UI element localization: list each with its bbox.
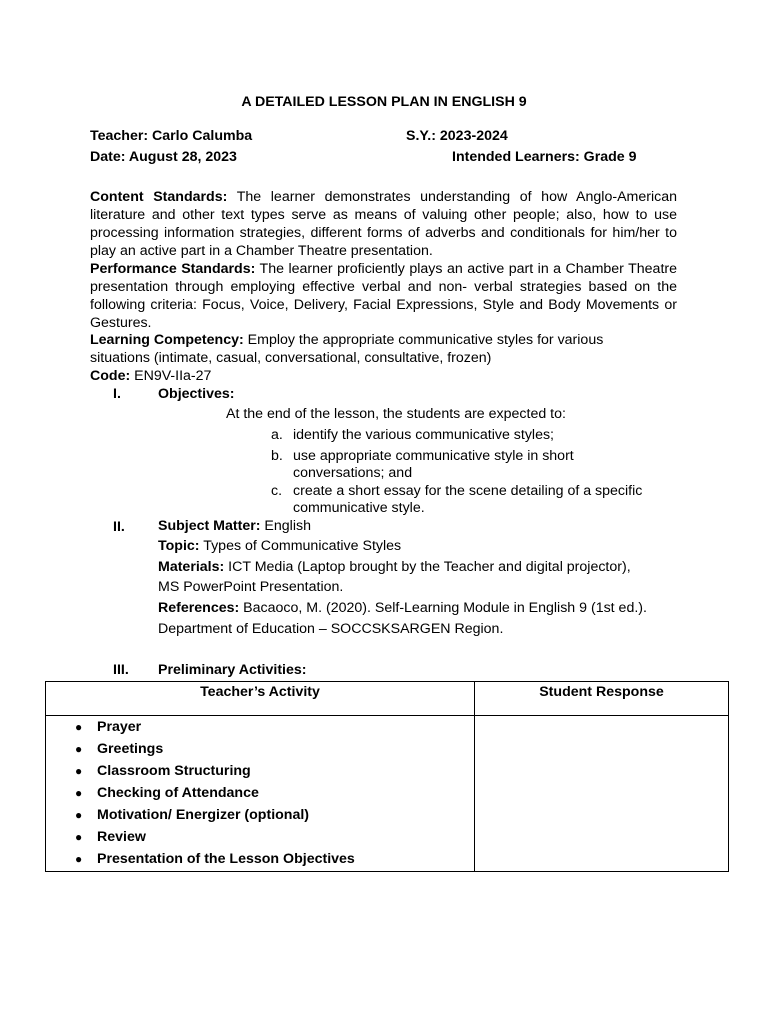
materials <box>158 557 631 578</box>
bullet-icon: ● <box>75 808 83 822</box>
activity-label: Prayer <box>97 719 142 735</box>
lesson-date: Date: August 28, 2023 <box>90 149 237 165</box>
references-line2: Department of Education – SOCCSKSARGEN Region. <box>158 621 504 637</box>
list-item <box>46 827 474 849</box>
content-standards-label: Content Standards: <box>90 189 228 205</box>
activity-label: Motivation/ Energizer (optional) <box>97 807 310 823</box>
topic-value: Types of Communicative Styles <box>199 538 402 554</box>
teacher-activity-header: Teacher’s Activity <box>46 682 475 716</box>
activity-label: Classroom Structuring <box>97 763 251 779</box>
preliminary-title: Preliminary Activities: <box>158 662 307 678</box>
code-value: EN9V-IIa-27 <box>130 368 212 384</box>
objective-b-text: use appropriate communicative style in short <box>293 448 574 464</box>
table-row <box>46 716 729 872</box>
materials-value: ICT Media (Laptop brought by the Teacher and digital projector), <box>224 559 631 575</box>
preliminary-numeral: III. <box>113 662 129 678</box>
bullet-icon: ● <box>75 742 83 756</box>
performance-standards-label: Performance Standards: <box>90 261 256 277</box>
student-response-cell <box>475 716 729 872</box>
content-standards <box>90 188 677 260</box>
performance-standards <box>90 260 677 332</box>
school-year: S.Y.: 2023-2024 <box>406 128 508 144</box>
teacher-activity-cell <box>46 716 475 872</box>
subject-value: English <box>260 518 311 534</box>
document-title: A DETAILED LESSON PLAN IN ENGLISH 9 <box>241 94 527 110</box>
activity-label: Review <box>97 829 146 845</box>
list-item <box>46 761 474 783</box>
objective-c-text-line2: communicative style. <box>293 500 425 516</box>
student-response-header: Student Response <box>475 682 729 716</box>
bullet-icon: ● <box>75 786 83 800</box>
bullet-icon: ● <box>75 720 83 734</box>
activity-label: Greetings <box>97 741 164 757</box>
bullet-icon: ● <box>75 764 83 778</box>
objectives-intro: At the end of the lesson, the students are expected to: <box>226 406 566 422</box>
subject-label: Subject Matter: <box>158 518 261 534</box>
subject-matter <box>158 516 311 537</box>
list-item <box>46 849 474 871</box>
objective-b-text-line2: conversations; and <box>293 465 413 481</box>
references <box>158 598 647 619</box>
teacher-name: Teacher: Carlo Calumba <box>90 128 253 144</box>
bullet-icon: ● <box>75 830 83 844</box>
performance-standards-text: The learner proficiently plays an active part in a Chamber Theatre presentation through employing effective verbal and non- verbal strategies based on the following criteria: Focus, Voice, Delivery, Facial Expressions, Style and Body Movements or Gestures. <box>90 261 677 331</box>
bullet-icon: ● <box>75 852 83 866</box>
learning-competency-line2: situations (intimate, casual, conversational, consultative, frozen) <box>90 350 492 366</box>
objective-c-text: create a short essay for the scene detailing of a specific <box>293 483 643 499</box>
table-header-row <box>46 682 729 716</box>
list-item <box>46 783 474 805</box>
intended-learners: Intended Learners: Grade 9 <box>452 149 637 165</box>
materials-label: Materials: <box>158 559 225 575</box>
list-item <box>46 805 474 827</box>
subject-matter-numeral: II. <box>113 519 125 535</box>
learning-competency <box>90 331 603 349</box>
references-value: Bacaoco, M. (2020). Self-Learning Module in English 9 (1st ed.). <box>239 600 647 616</box>
topic-label: Topic: <box>158 538 200 554</box>
content-standards-text: The learner demonstrates understanding of how Anglo-American literature and other text types serve as means of valuing other people; also, how to use processing information strategies, different forms of adverbs and conditionals for him/her to play an active part in a Chamber Theatre presentation. <box>90 189 677 259</box>
preliminary-activities-table <box>45 681 729 872</box>
objective-c-letter: c. <box>271 483 283 499</box>
activity-label: Checking of Attendance <box>97 785 259 801</box>
learning-competency-label: Learning Competency: <box>90 332 244 348</box>
list-item <box>46 739 474 761</box>
objective-a-text: identify the various communicative styles; <box>293 427 555 443</box>
objectives-title: Objectives: <box>158 386 235 402</box>
activity-list <box>46 716 474 871</box>
topic <box>158 536 401 557</box>
objective-a-letter: a. <box>271 427 283 443</box>
objectives-numeral: I. <box>113 386 121 402</box>
code-label: Code: <box>90 368 131 384</box>
references-label: References: <box>158 600 240 616</box>
list-item <box>46 717 474 739</box>
competency-code <box>90 367 211 385</box>
objective-b-letter: b. <box>271 448 283 464</box>
activity-label: Presentation of the Lesson Objectives <box>97 851 355 867</box>
materials-line2: MS PowerPoint Presentation. <box>158 579 344 595</box>
learning-competency-text: Employ the appropriate communicative styles for various <box>243 332 604 348</box>
